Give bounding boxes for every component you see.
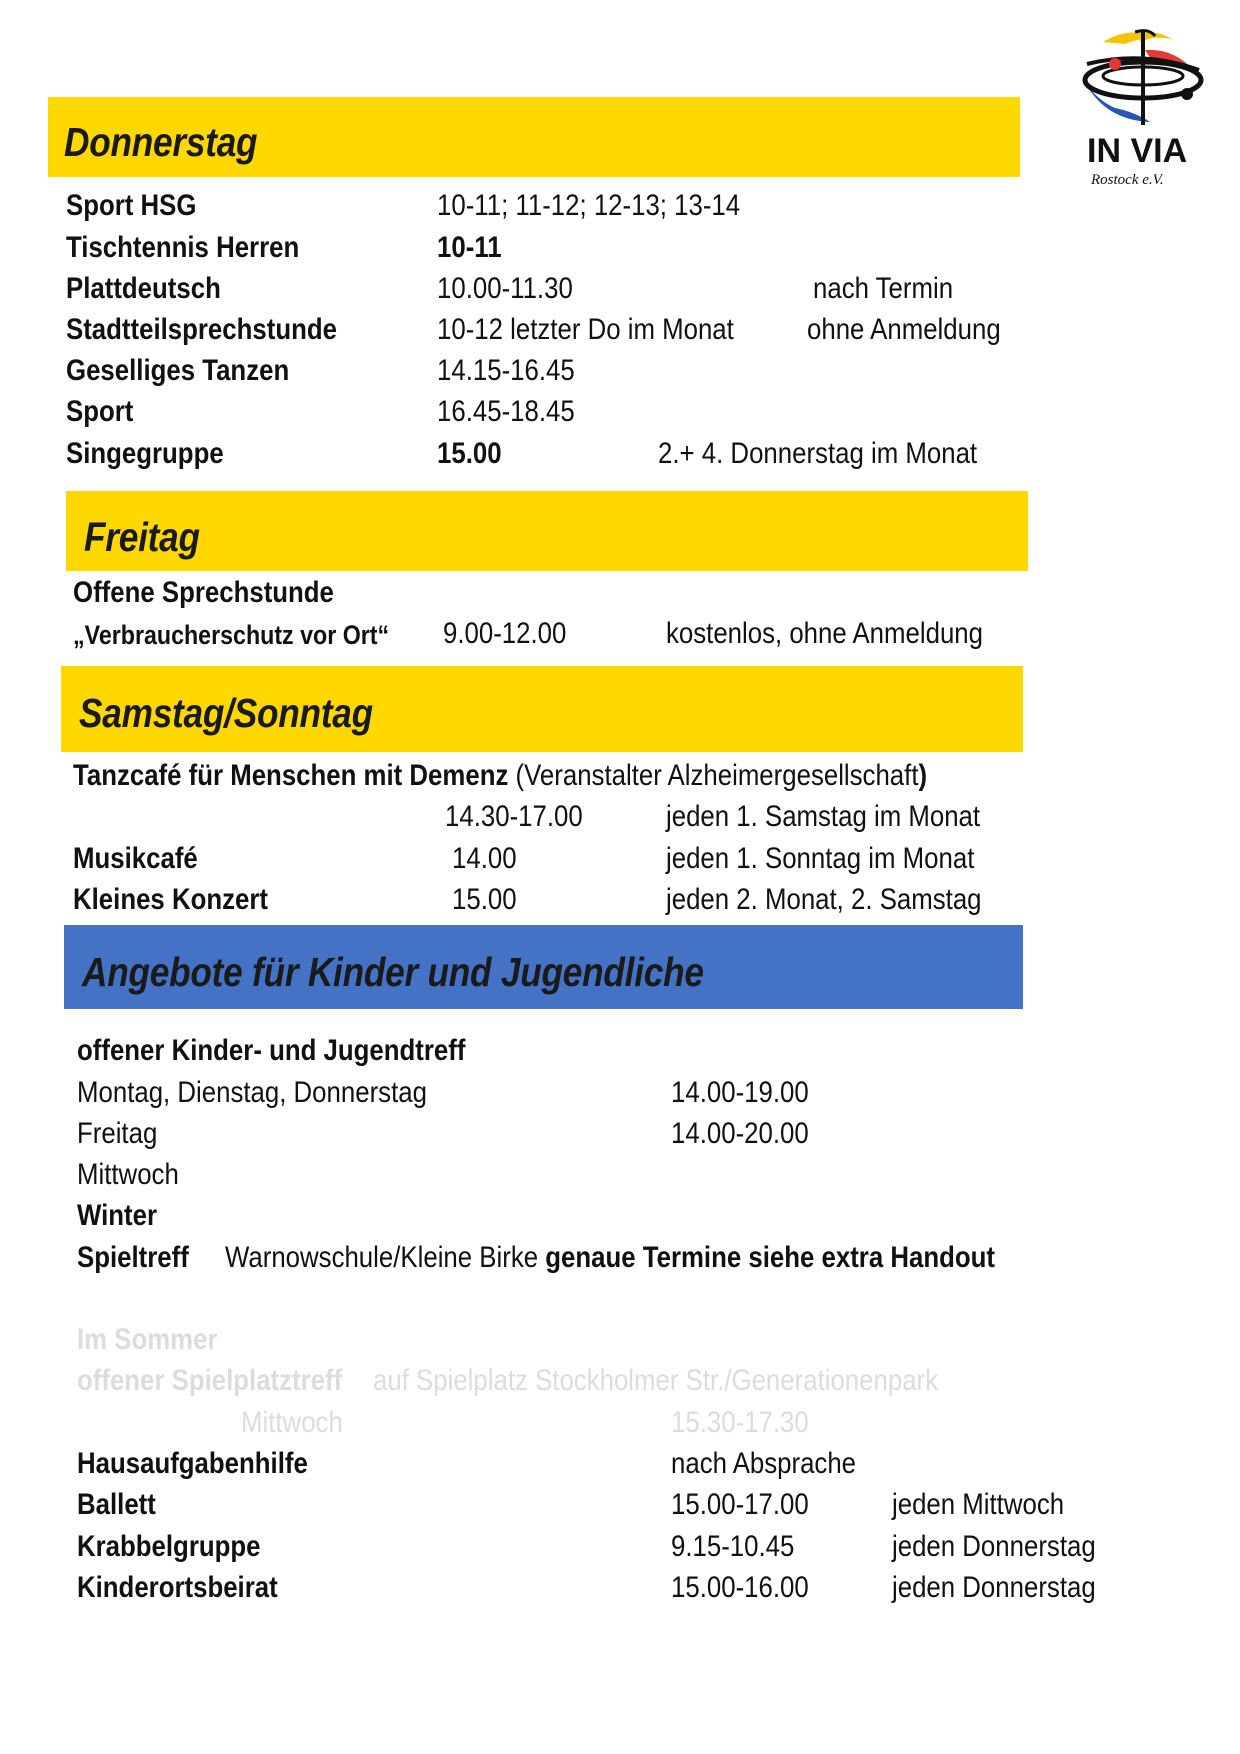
row-name: Geselliges Tanzen (66, 354, 290, 387)
row-name: Plattdeutsch (66, 272, 221, 305)
kinder-title: Angebote für Kinder und Jugendliche (82, 949, 704, 995)
freitag-note: kostenlos, ohne Anmeldung (666, 617, 984, 650)
row-name: Tischtennis Herren (66, 231, 300, 264)
winter-heading: Winter (77, 1199, 158, 1232)
treff-day: Montag, Dienstag, Donnerstag (77, 1076, 427, 1109)
tanzcafe-time: 14.30-17.00 (445, 800, 583, 833)
row-time: 15.00-16.00 (671, 1571, 809, 1604)
freitag-band (66, 491, 1028, 571)
row-note: jeden Mittwoch (892, 1488, 1065, 1521)
spieltreff-line (225, 1243, 995, 1273)
row-name: Ballett (77, 1488, 156, 1521)
row-time: 14.00 (452, 842, 517, 875)
svg-text:IN VIA: IN VIA (1087, 132, 1188, 170)
row-time: 10.00-11.30 (437, 272, 573, 305)
row-time: 15.00-17.00 (671, 1488, 809, 1521)
row-time: 9.15-10.45 (671, 1530, 795, 1563)
row-time: 10-11 (437, 231, 502, 264)
spielplatz-place: auf Spielplatz Stockholmer Str./Generationenpark (373, 1364, 939, 1397)
row-note: jeden 2. Monat, 2. Samstag (666, 883, 982, 916)
in-via-logo (1075, 20, 1210, 190)
treff-day: Mittwoch (77, 1158, 179, 1191)
row-note: 2.+ 4. Donnerstag im Monat (658, 437, 978, 470)
tanzcafe-organizer: (Veranstalter Alzheimergesellschaft (508, 759, 919, 792)
sommer-day: Mittwoch (241, 1406, 343, 1439)
treff-day: Freitag (77, 1117, 158, 1150)
row-note: jeden Donnerstag (892, 1571, 1096, 1604)
spieltreff-note: genaue Termine siehe extra Handout (545, 1241, 995, 1274)
freitag-heading: Offene Sprechstunde (73, 576, 334, 609)
row-name: Singegruppe (66, 437, 224, 470)
row-name: Sport (66, 395, 134, 428)
row-note: nach Termin (813, 272, 954, 305)
wochenende-title: Samstag/Sonntag (79, 690, 373, 736)
tanzcafe-line (73, 761, 927, 791)
row-note: jeden 1. Sonntag im Monat (666, 842, 975, 875)
row-time: 10-12 letzter Do im Monat (437, 313, 734, 346)
sommer-time: 15.30-17.30 (671, 1406, 809, 1439)
row-note: jeden Donnerstag (892, 1530, 1096, 1563)
treff-time: 14.00-19.00 (671, 1076, 809, 1109)
spieltreff-place: Warnowschule/Kleine Birke (225, 1241, 539, 1274)
row-note: ohne Anmeldung (807, 313, 1001, 346)
row-time: 15.00 (437, 437, 502, 470)
svg-text:Rostock e.V.: Rostock e.V. (1091, 172, 1164, 188)
row-name: Stadtteilsprechstunde (66, 313, 337, 346)
row-time: 10-11; 11-12; 12-13; 13-14 (437, 189, 741, 222)
tanzcafe-paren: ) (918, 759, 928, 792)
row-time: 16.45-18.45 (437, 395, 575, 428)
row-name: Hausaufgabenhilfe (77, 1447, 308, 1480)
spieltreff-label: Spieltreff (77, 1241, 189, 1274)
row-time: 14.15-16.45 (437, 354, 575, 387)
freitag-name: „Verbraucherschutz vor Ort“ (73, 620, 390, 650)
freitag-time: 9.00-12.00 (443, 617, 567, 650)
tanzcafe-note: jeden 1. Samstag im Monat (666, 800, 981, 833)
row-name: Kleines Konzert (73, 883, 268, 916)
treff-heading: offener Kinder- und Jugendtreff (77, 1034, 466, 1067)
row-name: Musikcafé (73, 842, 198, 875)
row-name: Sport HSG (66, 189, 197, 222)
freitag-title: Freitag (84, 514, 200, 560)
sommer-heading: Im Sommer (77, 1323, 218, 1356)
row-time: 15.00 (452, 883, 517, 916)
treff-time: 14.00-20.00 (671, 1117, 809, 1150)
tanzcafe-title: Tanzcafé für Menschen mit Demenz (73, 759, 509, 792)
row-name: Krabbelgruppe (77, 1530, 261, 1563)
row-name: Kinderortsbeirat (77, 1571, 278, 1604)
row-time: nach Absprache (671, 1447, 857, 1480)
spielplatz-label: offener Spielplatztreff (77, 1364, 343, 1397)
donnerstag-title: Donnerstag (64, 119, 258, 165)
